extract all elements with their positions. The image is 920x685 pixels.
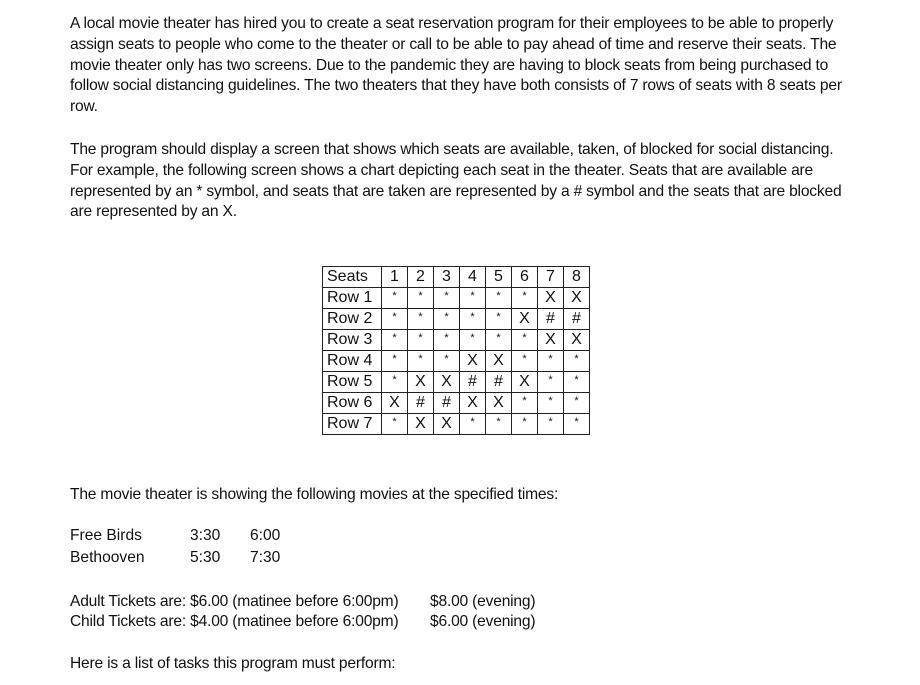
seat-blocked: X (460, 351, 486, 372)
seat-row (323, 288, 590, 309)
seat-available: * (538, 414, 564, 435)
seat-available: * (512, 330, 538, 351)
adult-evening-price: $8.00 (evening) (430, 593, 536, 610)
seat-row-label: Row 6 (323, 393, 382, 414)
seat-chart-header-row (323, 267, 590, 288)
seat-row (323, 330, 590, 351)
seat-available: * (564, 372, 590, 393)
seat-available: * (460, 414, 486, 435)
seat-available: * (434, 288, 460, 309)
seat-available: * (434, 351, 460, 372)
seat-available: * (512, 393, 538, 414)
seat-available: * (486, 414, 512, 435)
seat-available: * (408, 330, 434, 351)
seat-available: * (538, 393, 564, 414)
movie-time: 6:00 (250, 527, 281, 544)
showings-intro: The movie theater is showing the following movies at the specified times: (70, 486, 559, 503)
seat-available: * (486, 288, 512, 309)
movie-title: Free Birds (70, 527, 142, 544)
seat-blocked: X (538, 288, 564, 309)
seat-available: * (486, 309, 512, 330)
seat-taken: # (408, 393, 434, 414)
seat-taken: # (460, 372, 486, 393)
seat-available: * (512, 351, 538, 372)
seat-available: * (382, 351, 408, 372)
intro-paragraph-1: A local movie theater has hired you to create a seat reservation program for their employees to be able to properly assign seats to people who come to the theater or call to be able to pay ahead of time and reserve their seats. The movie theater only has two screens. Due to the pandemic they are having to block seats from being purchased to follow social distancing guidelines. The two theaters that they have both consists of 7 rows of seats with 8 seats per row. (70, 15, 842, 116)
seat-row (323, 309, 590, 330)
seat-available: * (408, 351, 434, 372)
seat-row-label: Row 4 (323, 351, 382, 372)
seat-row (323, 372, 590, 393)
movie-time: 7:30 (250, 549, 281, 566)
seat-blocked: X (564, 330, 590, 351)
seat-available: * (460, 330, 486, 351)
seat-taken: # (486, 372, 512, 393)
seat-column-header: 4 (460, 267, 486, 288)
seat-chart-corner-label: Seats (323, 267, 382, 288)
seat-row (323, 414, 590, 435)
seat-available: * (538, 372, 564, 393)
seat-row (323, 351, 590, 372)
seat-available: * (434, 330, 460, 351)
seat-available: * (408, 288, 434, 309)
seat-blocked: X (408, 372, 434, 393)
seat-column-header: 2 (408, 267, 434, 288)
seat-available: * (460, 309, 486, 330)
intro-paragraph-2: The program should display a screen that shows which seats are available, taken, of blocked for social distancing. For example, the following screen shows a chart depicting each seat in the theater. Seats that are available are represented by an * symbol, and seats that are taken are represented by a # symbol and the seats that are blocked are represented by an X. (70, 141, 842, 221)
seat-available: * (460, 288, 486, 309)
seat-row-label: Row 7 (323, 414, 382, 435)
seat-available: * (382, 414, 408, 435)
seat-chart-body (323, 267, 590, 435)
seat-column-header: 3 (434, 267, 460, 288)
seat-taken: # (564, 309, 590, 330)
seat-available: * (408, 309, 434, 330)
movie-time: 5:30 (190, 549, 221, 566)
seat-taken: # (434, 393, 460, 414)
child-evening-price: $6.00 (evening) (430, 613, 536, 630)
seat-taken: # (538, 309, 564, 330)
seat-available: * (538, 351, 564, 372)
seat-blocked: X (434, 372, 460, 393)
movie-time: 3:30 (190, 527, 221, 544)
seat-blocked: X (486, 393, 512, 414)
seat-available: * (434, 309, 460, 330)
seat-column-header: 7 (538, 267, 564, 288)
seat-blocked: X (382, 393, 408, 414)
seat-available: * (564, 414, 590, 435)
seat-row-label: Row 3 (323, 330, 382, 351)
seat-available: * (382, 309, 408, 330)
seat-available: * (382, 288, 408, 309)
seat-blocked: X (486, 351, 512, 372)
seat-available: * (512, 414, 538, 435)
seat-row-label: Row 1 (323, 288, 382, 309)
seat-blocked: X (434, 414, 460, 435)
seat-blocked: X (538, 330, 564, 351)
adult-ticket-price: Adult Tickets are: $6.00 (matinee before 6:00pm) (70, 593, 399, 610)
seat-column-header: 5 (486, 267, 512, 288)
seat-blocked: X (408, 414, 434, 435)
seat-blocked: X (512, 372, 538, 393)
seat-row-label: Row 5 (323, 372, 382, 393)
seat-blocked: X (512, 309, 538, 330)
seat-chart (322, 266, 590, 435)
movie-title: Bethooven (70, 549, 145, 566)
seat-blocked: X (460, 393, 486, 414)
seat-available: * (564, 351, 590, 372)
tasks-intro: Here is a list of tasks this program must perform: (70, 655, 396, 672)
child-ticket-price: Child Tickets are: $4.00 (matinee before 6:00pm) (70, 613, 399, 630)
seat-available: * (382, 330, 408, 351)
seat-column-header: 6 (512, 267, 538, 288)
seat-row (323, 393, 590, 414)
seat-available: * (512, 288, 538, 309)
seat-blocked: X (564, 288, 590, 309)
seat-available: * (382, 372, 408, 393)
seat-column-header: 1 (382, 267, 408, 288)
seat-column-header: 8 (564, 267, 590, 288)
seat-available: * (486, 330, 512, 351)
seat-row-label: Row 2 (323, 309, 382, 330)
seat-available: * (564, 393, 590, 414)
